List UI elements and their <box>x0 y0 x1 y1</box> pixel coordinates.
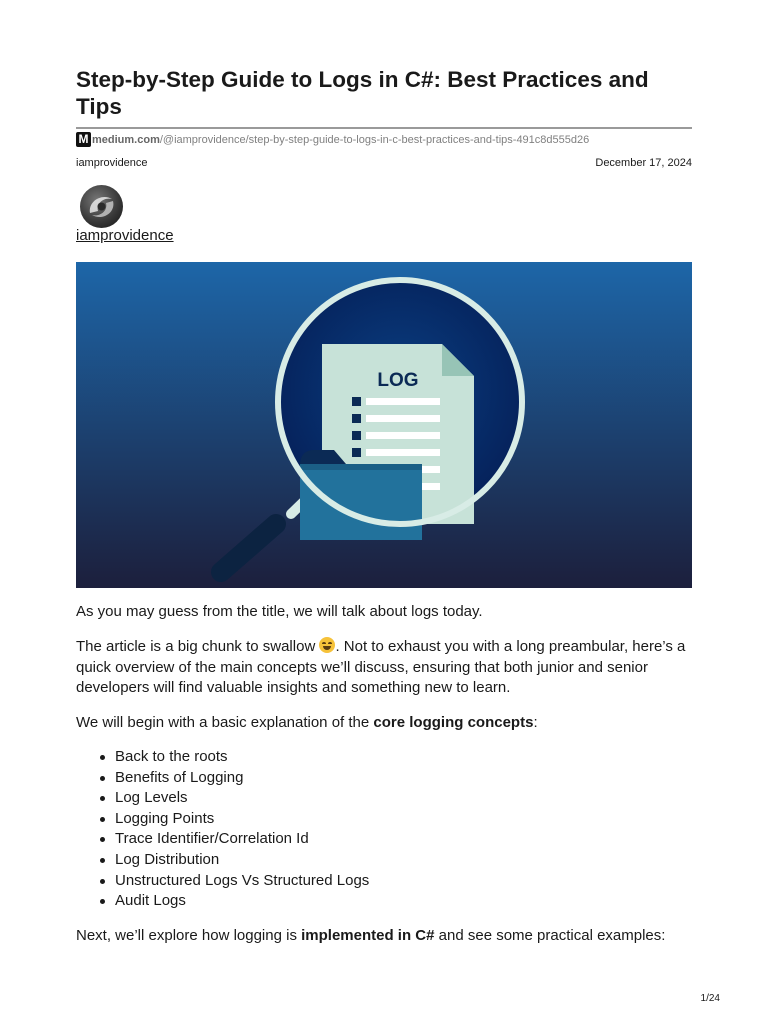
source-path[interactable]: /@iamprovidence/step-by-step-guide-to-logs-in-c-best-practices-and-tips-491c8d555d26 <box>159 134 590 146</box>
list-item: Log Levels <box>76 788 692 809</box>
medium-logo-icon: M <box>76 132 91 147</box>
concepts-list <box>76 747 692 912</box>
list-item: Benefits of Logging <box>76 768 692 789</box>
log-label: LOG <box>377 370 419 391</box>
core-concepts-bold: core logging concepts <box>373 714 534 731</box>
sweat-smile-emoji-icon <box>319 637 335 653</box>
hero-illustration <box>76 262 692 588</box>
list-item: Trace Identifier/Correlation Id <box>76 829 692 850</box>
intro-paragraph: As you may guess from the title, we will talk about logs today. <box>76 603 483 620</box>
article-meta <box>76 155 692 171</box>
author-link[interactable]: iamprovidence <box>76 227 174 244</box>
overview-paragraph: The article is a big chunk to swallow . Not to exhaust you with a long preambular, here’s a quick overview of the main concepts we’ll discuss, ensuring that both junior and senior developers will find valuable insights and something new to learn. <box>76 638 686 696</box>
meta-date: December 17, 2024 <box>595 157 692 169</box>
implemented-bold: implemented in C# <box>301 927 435 944</box>
list-item: Log Distribution <box>76 850 692 871</box>
page-number: 1/24 <box>700 993 720 1004</box>
source-domain[interactable]: medium.com <box>92 134 160 146</box>
author-avatar[interactable] <box>80 185 123 228</box>
concepts-paragraph: We will begin with a basic explanation of the core logging concepts: <box>76 714 538 731</box>
list-item: Unstructured Logs Vs Structured Logs <box>76 871 692 892</box>
list-item: Back to the roots <box>76 747 692 768</box>
list-item: Audit Logs <box>76 891 692 912</box>
meta-author: iamprovidence <box>76 157 148 169</box>
article-title: Step-by-Step Guide to Logs in C#: Best Practices and Tips <box>76 67 649 119</box>
folder <box>300 464 422 540</box>
source-url[interactable] <box>76 132 692 148</box>
title-divider <box>76 127 692 129</box>
list-item: Logging Points <box>76 809 692 830</box>
implementation-paragraph: Next, we’ll explore how logging is implemented in C# and see some practical examples: <box>76 927 666 944</box>
avatar-swirl-icon <box>80 185 123 228</box>
